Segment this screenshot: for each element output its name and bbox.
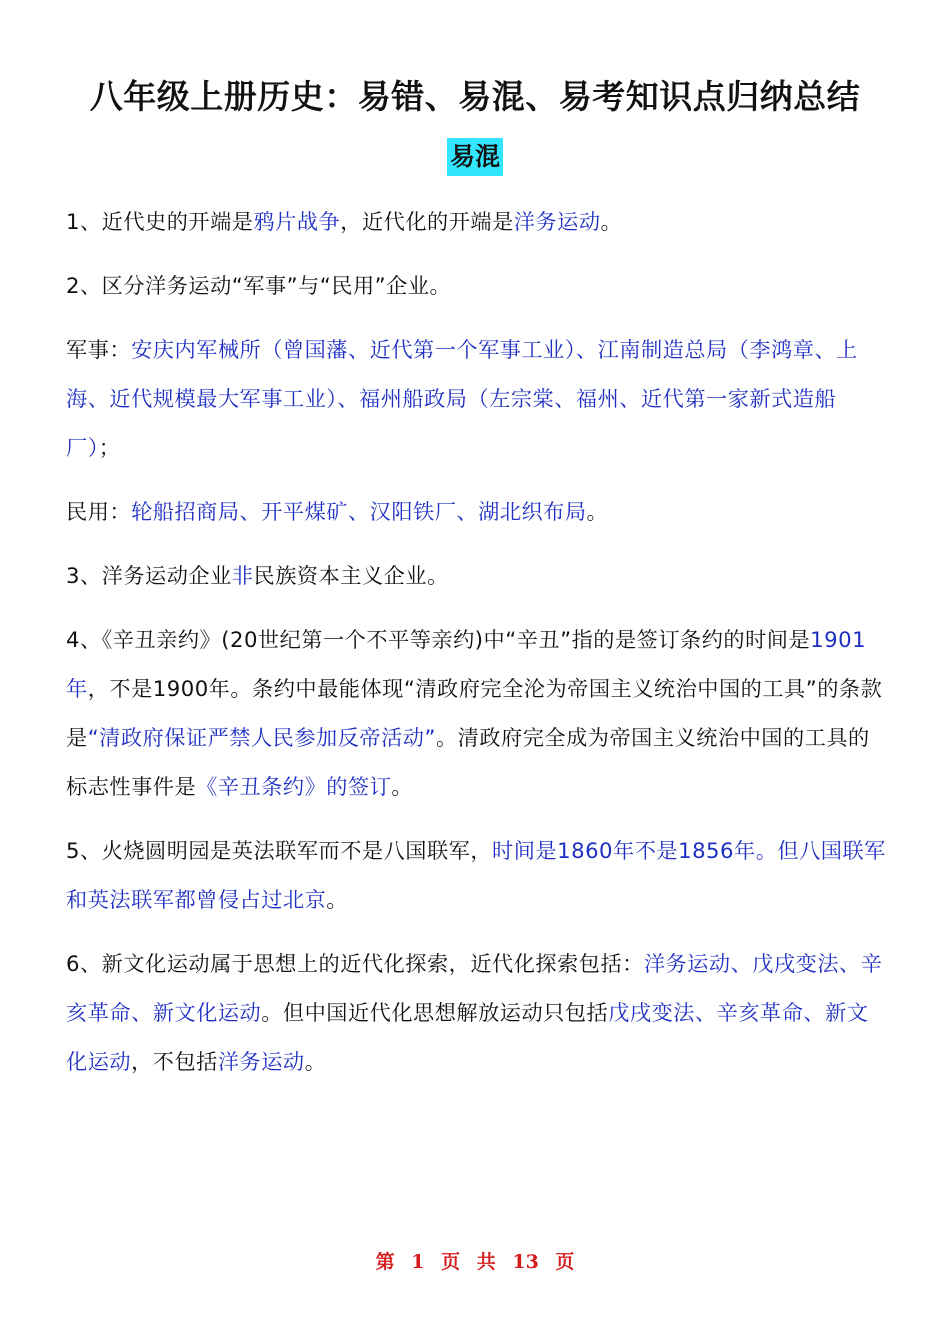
paragraph-7 <box>66 826 888 924</box>
highlighted-text: 洋务运动 <box>513 209 601 234</box>
body-text: 。清政府完全成为帝国主义统治中国的工具的标志性事件是 <box>66 725 870 799</box>
footer-word: 页 <box>441 1251 461 1273</box>
highlighted-text: 洋务运动、戊戌变法、辛亥革命、新文化运动 <box>66 951 883 1025</box>
body-text: 1、近代史的开端是 <box>66 209 254 234</box>
body-text: ，不包括 <box>131 1049 218 1074</box>
paragraph-1 <box>66 197 888 246</box>
paragraph-4 <box>66 487 888 536</box>
page-footer <box>0 1248 950 1276</box>
highlighted-text: 鸦片战争 <box>253 209 341 234</box>
highlighted-text: 时间是1860年不是1856年。但八国联军和英法联军都曾侵占过北京 <box>66 838 886 912</box>
footer-word: 页 <box>555 1251 575 1273</box>
highlighted-text: “清政府保证严禁人民参加反帝活动” <box>87 725 436 750</box>
body-text: 军事： <box>66 337 132 362</box>
body-text: 。但中国近代化思想解放运动只包括 <box>261 1000 609 1025</box>
document-title: 八年级上册历史：易错、易混、易考知识点归纳总结 <box>89 77 861 116</box>
body-text: 民用： <box>66 499 132 524</box>
highlighted-text: 非 <box>231 563 254 588</box>
footer-page-number: 1 <box>411 1251 425 1273</box>
body-text: 5、火烧圆明园是英法联军而不是八国联军， <box>66 838 493 863</box>
body-text: 4、《辛丑亲约》(20世纪第一个不平等亲约)中“辛丑”指的是签订条约的时间是 <box>66 627 811 652</box>
body-text: 。 <box>391 774 414 799</box>
paragraph-6 <box>66 615 888 811</box>
body-text: ，不是1900年。条约中最能体现“清政府完全沦为帝国主义统治中国的工具”的条款是 <box>66 676 883 750</box>
body-text: ，近代化的开端是 <box>340 209 514 234</box>
body-text: 。 <box>326 887 348 912</box>
highlighted-text: 轮船招商局、开平煤矿、汉阳铁厂、湖北织布局 <box>131 499 587 524</box>
section-heading: 易混 <box>447 138 503 176</box>
highlighted-text: 安庆内军械所（曾国藩、近代第一个军事工业）、江南制造总局（李鸿章、上海、近代规模最大军事工业）、福州船政局（左宗棠、福州、近代第一家新式造船厂） <box>66 337 858 460</box>
body-text: 3、洋务运动企业 <box>66 563 232 588</box>
section-heading-wrap <box>0 138 950 176</box>
document-body <box>66 197 888 1101</box>
footer-total-pages: 13 <box>512 1251 539 1273</box>
body-text: 6、新文化运动属于思想上的近代化探索，近代化探索包括： <box>66 951 644 976</box>
highlighted-text: 洋务运动 <box>217 1049 305 1074</box>
footer-word: 第 <box>375 1251 395 1273</box>
body-text: 。 <box>600 209 623 234</box>
body-text: 。 <box>586 499 609 524</box>
paragraph-2 <box>66 261 888 310</box>
highlighted-text: 《辛丑条约》的签订 <box>196 774 392 799</box>
body-text: 。 <box>304 1049 327 1074</box>
highlighted-text: 1901年 <box>66 627 867 701</box>
body-text: ； <box>98 435 121 460</box>
paragraph-3 <box>66 325 888 472</box>
highlighted-text: 戊戌变法、辛亥革命、新文化运动 <box>66 1000 869 1074</box>
paragraph-8 <box>66 939 888 1086</box>
body-text: 2、区分洋务运动“军事”与“民用”企业。 <box>66 273 452 298</box>
paragraph-5 <box>66 551 888 600</box>
body-text: 民族资本主义企业。 <box>253 563 449 588</box>
footer-word: 共 <box>476 1251 496 1273</box>
